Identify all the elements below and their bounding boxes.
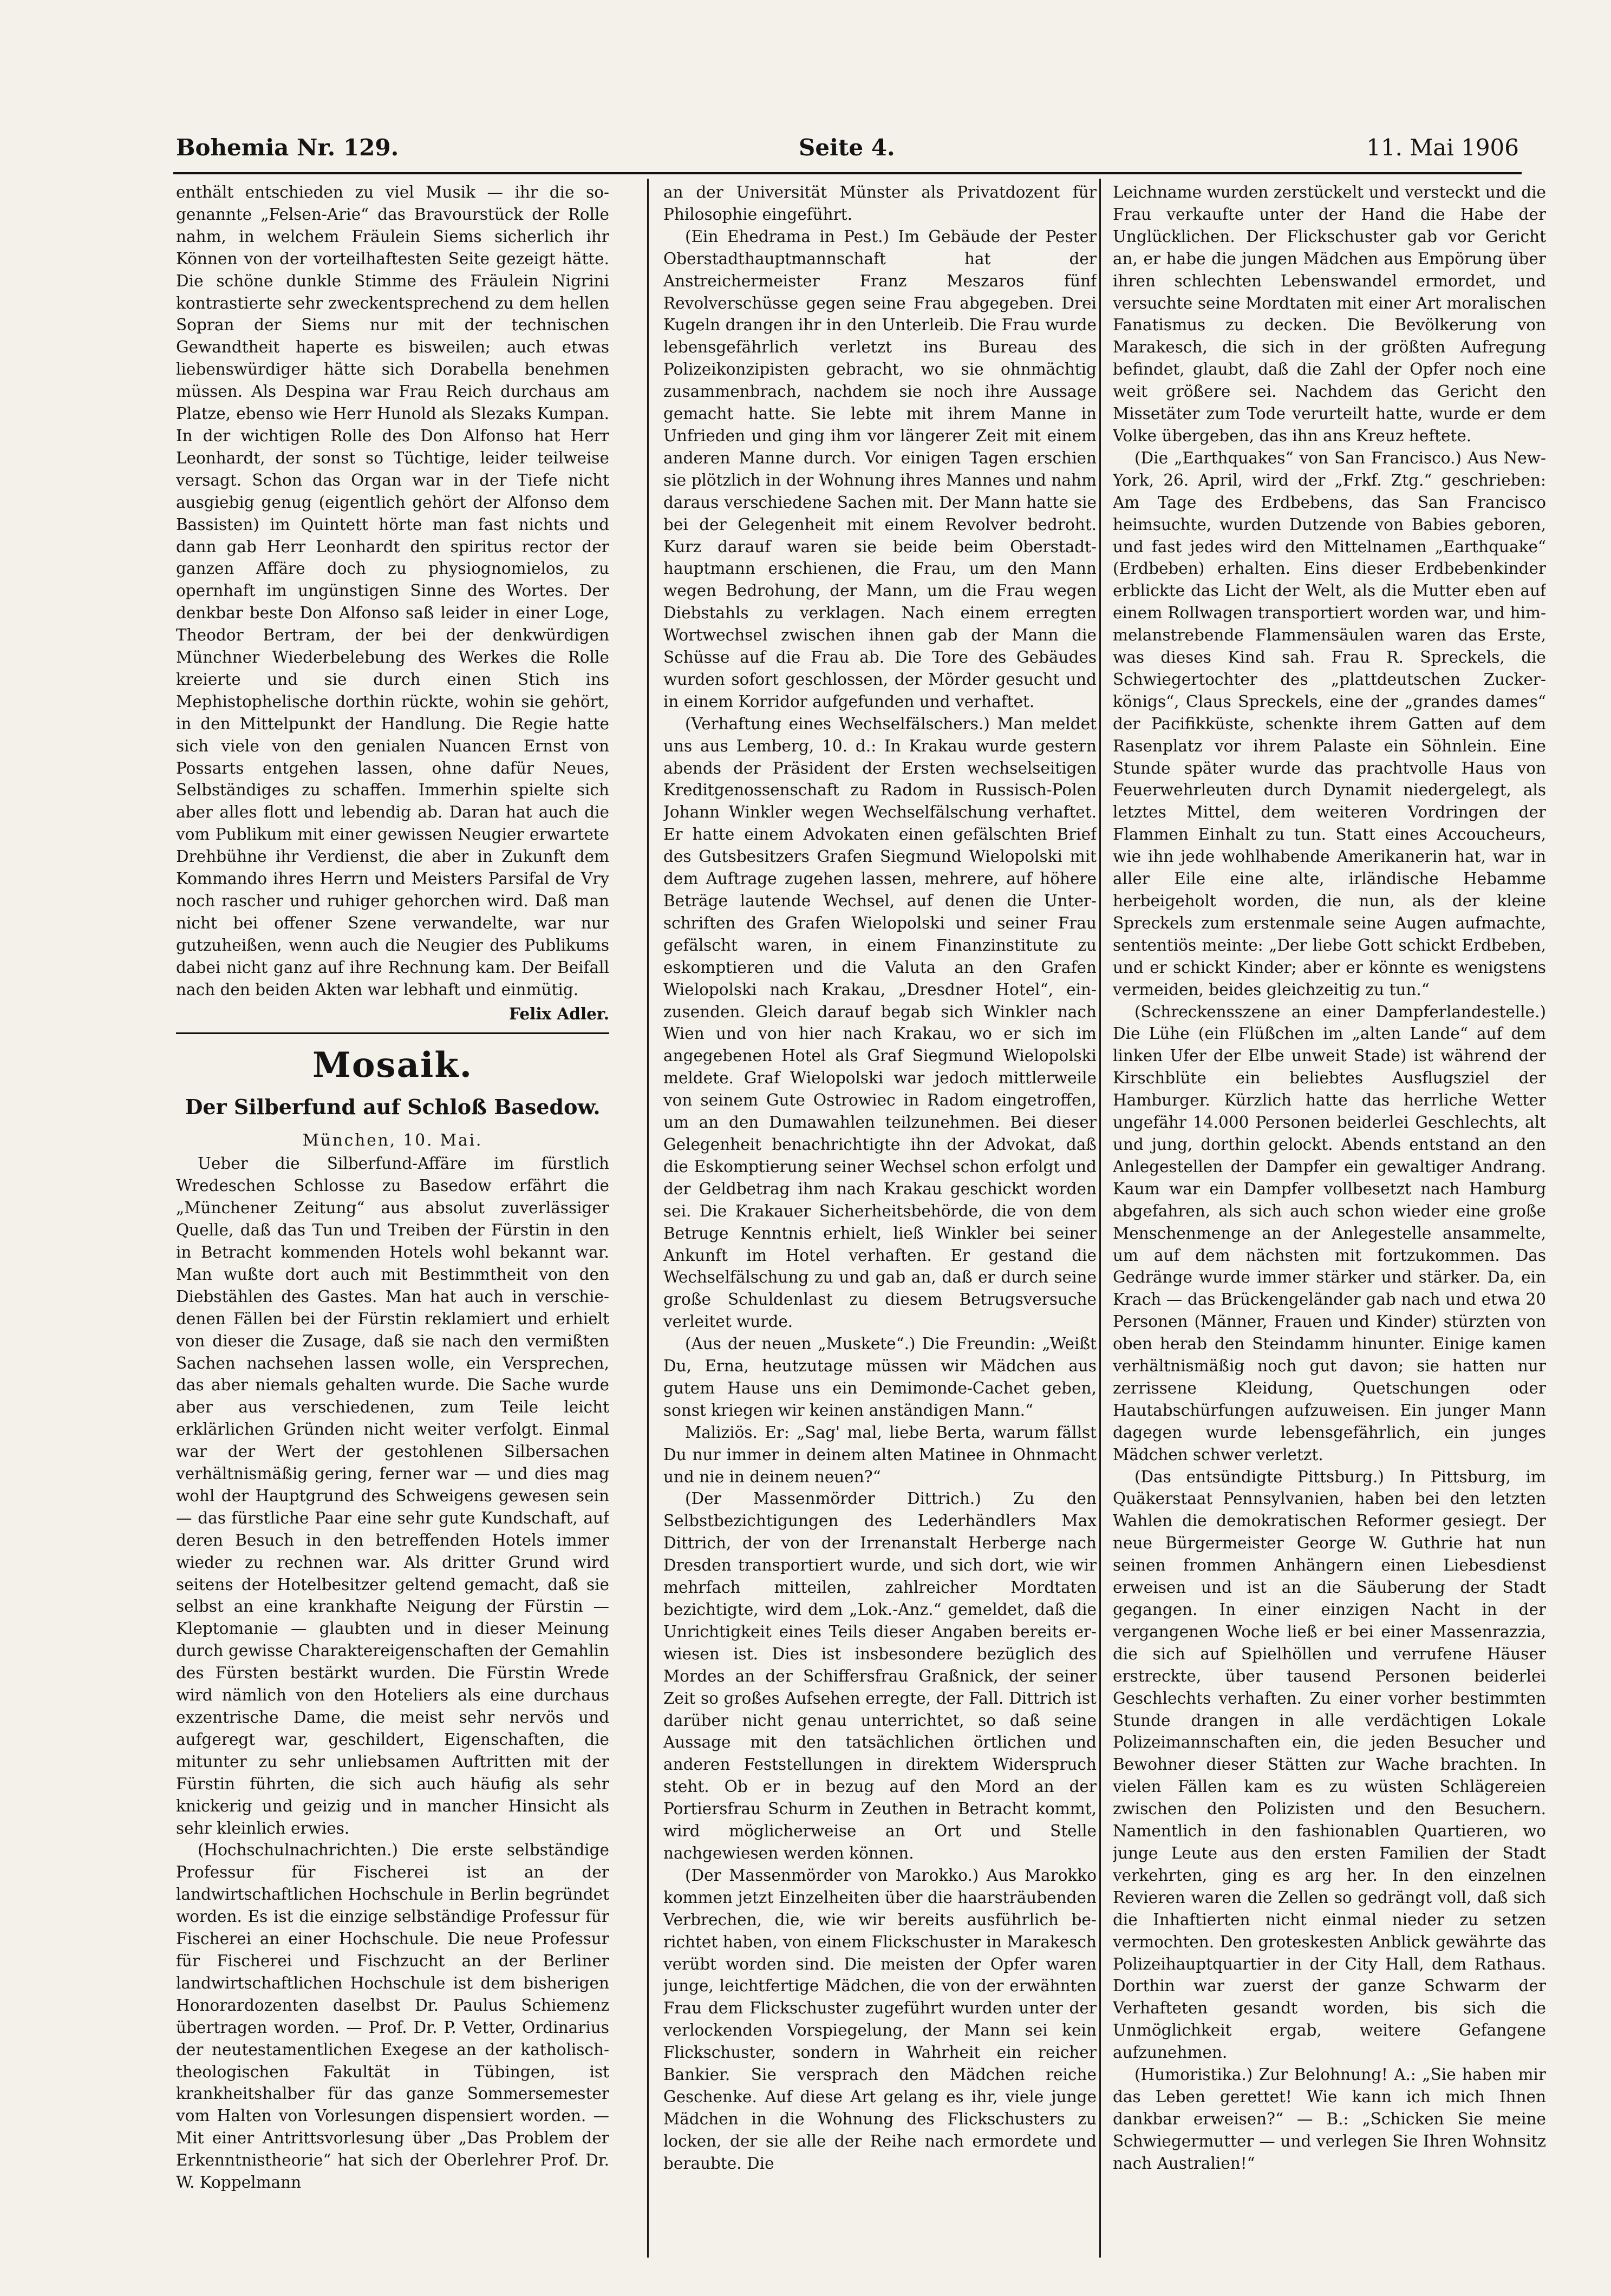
section-rule xyxy=(176,1032,609,1034)
news-item: (Ein Ehedrama in Pest.) Im Gebäude der Pester Oberstadthauptmannschaft hat der Anstreichermeister Franz Meszaros fünf Revolverschüsse gegen seine Frau abgegeben. Drei Kugeln drangen ihr in den Unterleib. Die Frau wurde lebensgefährlich verletzt ins Bureau des Polizeikonzipisten gebracht, wo sie ohnmächtig zusammenbrach, nachdem sie noch ihre Aussage gemacht hatte. Sie lebte mit ihrem Manne in Unfrieden und ging ihm vor längerer Zeit mit einem anderen Manne durch. Vor einigen Tagen erschien sie plötzlich in der Wohnung ihres Mannes und nahm daraus verschiedene Sachen mit. Der Mann hatte sie bei der Gelegenheit mit einem Revolver bedroht. Kurz darauf waren sie beide beim Oberstadthauptmann erschienen, die Frau, um den Mann wegen Bedrohung, der Mann, um die Frau wegen Diebstahls zu verklagen. Nach einem erregten Wortwechsel zwischen ihnen gab der Mann die Schüsse auf die Frau ab. Die Tore des Gebäudes wurden sofort geschlossen, der Mörder gesucht und in einem Korridor aufgefunden und verhaftet. xyxy=(663,227,1097,711)
article-title: Der Silberfund auf Schloß Basedow. xyxy=(185,1095,601,1120)
news-item: (Der Massenmörder Dittrich.) Zu den Selbstbezichtigungen des Lederhändlers Max Dittrich, der von der Irrenanstalt Herberge nach Dresden transportiert wurde, und sich dort, wie wir mehrfach mitteilen, zahlreicher Mordtaten bezichtigte, wird dem „Lok.-Anz.“ gemeldet, daß die Unrichtigkeit eines Teils dieser Angaben bereits erwiesen ist. Dies ist insbesondere bezüglich des Mordes an der Schiffersfrau Graßnick, der seiner Zeit so großes Aufsehen erregte, der Fall. Dittrich ist darüber nicht genau unterrichtet, so daß seine Aussage mit den tatsächlichen örtlichen und anderen Feststellungen in direktem Widerspruch steht. Ob er in bezug auf den Mord an der Portiersfrau Schurm in Zeuthen in Betracht kommt, wird möglicherweise an Ort und Stelle nachgewiesen werden können. xyxy=(663,1489,1097,1862)
news-item: Maliziös. Er: „Sag' mal, liebe Berta, warum fällst Du nur immer in deinem alten Matinee in Ohnmacht und nie in deinem neuen?“ xyxy=(663,1423,1097,1486)
news-item: (Der Massenmörder von Marokko.) Aus Marokko kommen jetzt Einzelheiten über die haarsträubenden Verbrechen, die, wie wir bereits ausführlich berichtet haben, von einem Flickschuster in Marakesch verübt worden sind. Die meisten der Opfer waren junge, leichtfertige Mädchen, die von der erwähnten Frau dem Flickschuster zugeführt wurden unter der verlockenden Vorspiegelung, der Mann sei kein Flickschuster, sondern in Wahrheit ein reicher Bankier. Sie versprach den Mädchen reiche Geschenke. Auf diese Art gelang es ihr, viele junge Mädchen in die Wohnung des Flickschusters zu locken, der sie alle der Reihe nach ermordete und beraubte. Die xyxy=(663,1866,1097,2173)
column-divider xyxy=(647,179,649,2258)
article-dateline: München, 10. Mai. xyxy=(302,1131,483,1150)
column-2 xyxy=(663,181,1097,2255)
news-item: Leichname wurden zerstückelt und versteckt und die Frau verkaufte unter der Hand die Habe der Unglücklichen. Der Flickschuster gab vor Gericht an, er habe die jungen Mädchen aus Empörung über ihren schlechten Lebenswandel ermordet, und versuchte seine Mordtaten mit einer Art moralischen Fanatismus zu decken. Die Bevölkerung von Marakesch, die sich in der größten Aufregung befindet, glaubt, daß die Zahl der Opfer noch eine weit größere sei. Nachdem das Gericht den Missetäter zum Tode verurteilt hatte, wurde er dem Volke übergeben, das ihn ans Kreuz heftete. xyxy=(1113,183,1546,445)
header-title: Bohemia Nr. 129. xyxy=(176,134,399,161)
column-1 xyxy=(176,181,609,2255)
review-signature: Felix Adler. xyxy=(509,1004,609,1023)
page-header xyxy=(176,129,1519,167)
news-item: (Das entsündigte Pittsburg.) In Pittsburg, im Quäkerstaat Pennsylvanien, haben bei den letzten Wahlen die demokratischen Reformer gesiegt. Der neue Bürgermeister George W. Guthrie hat nun seinen frommen Anhängern einen Liebesdienst erweisen und ist an die Säuberung der Stadt gegangen. In einer einzigen Nacht in der vergangenen Woche ließ er bei einer Massenrazzia, die sich auf Spielhöllen und verrufene Häuser erstreckte, über tausend Personen beiderlei Geschlechts verhaften. Zu einer vorher bestimmten Stunde drangen in alle verdächtigen Lokale Polizeimannschaften ein, die jeden Besucher und Bewohner dieser Stätten zur Wache brachten. In vielen Fällen kam es zu wüsten Schlägereien zwischen den Polizisten und den Besuchern. Namentlich in den fashionablen Quartieren, wo junge Leute aus den ersten Familien der Stadt verkehrten, ging es arg her. In den einzelnen Revieren waren die Zellen so gedrängt voll, daß sich die Inhaftierten nicht einmal nieder zu setzen vermochten. Den groteskesten Anblick gewährte das Polizeihauptquartier in der City Hall, dem Rathaus. Dorthin war zuerst der ganze Schwarm der Verhafteten gesandt worden, bis sich die Unmöglichkeit ergab, weitere Gefangene aufzunehmen. xyxy=(1113,1467,1546,2062)
news-item: an der Universität Münster als Privatdozent für Philosophie eingeführt. xyxy=(663,183,1097,224)
section-title: Mosaik. xyxy=(312,1045,473,1086)
header-page-number: Seite 4. xyxy=(799,134,895,161)
column-3 xyxy=(1113,181,1546,2255)
news-item: (Hochschulnachrichten.) Die erste selbständige Professur für Fischerei ist an der landwirtschaftlichen Hochschule in Berlin begründet worden. Es ist die einzige selbständige Professur für Fischerei an einer Hochschule. Die neue Professur für Fischerei und Fischzucht an der Berliner landwirtschaftlichen Hochschule ist dem bisherigen Honorardozenten daselbst Dr. Paulus Schiemenz übertragen worden. — Prof. Dr. P. Vetter, Ordinarius der neutestamentlichen Exegese an der katholisch-theologischen Fakultät in Tübingen, ist krankheitshalber für das ganze Sommersemester vom Halten von Vorlesungen dispensiert worden. — Mit einer Antrittsvorlesung über „Das Problem der Erkenntnistheorie“ hat sich der Oberlehrer Prof. Dr. W. Koppelmann xyxy=(176,1841,609,2192)
news-item: (Aus der neuen „Muskete“.) Die Freundin: „Weißt Du, Erna, heutzutage müssen wir Mädchen aus gutem Hause uns ein Demimonde-Cachet geben, sonst kriegen wir keinen anständigen Mann.“ xyxy=(663,1335,1097,1420)
news-item: (Schreckensszene an einer Dampferlandestelle.) Die Lühe (ein Flüßchen im „alten Lande“ auf dem linken Ufer der Elbe unweit Stade) ist während der Kirschblüte ein beliebtes Ausflugsziel der Hamburger. Kürzlich hatte das herrliche Wetter ungefähr 14.000 Personen beiderlei Geschlechts, alt und jung, dorthin gelockt. Abends entstand an den Anlegestellen der Dampfer ein gewaltiger Andrang. Kaum war ein Dampfer vollbesetzt nach Hamburg abgefahren, als sich auch schon wieder eine große Menschenmenge an der Anlegestelle ansammelte, um auf dem nächsten mit fortzukommen. Das Gedränge wurde immer stärker und stärker. Da, ein Krach — das Brückengeländer gab nach und etwa 20 Personen (Männer, Frauen und Kinder) stürzten von oben herab den Steindamm hinunter. Einige kamen verhältnismäßig noch gut davon; sie hatten nur zerrissene Kleidung, Quetschungen oder Hautabschürfungen aufzuweisen. Ein junger Mann dagegen wurde lebensgefährlich, ein junges Mädchen schwer verletzt. xyxy=(1113,1002,1546,1464)
news-item: (Humoristika.) Zur Belohnung! A.: „Sie haben mir das Leben gerettet! Wie kann ich mich Ihnen dankbar erweisen?“ — B.: „Schicken Sie meine Schwiegermutter — und verlegen Sie Ihren Wohnsitz nach Australien!“ xyxy=(1113,2065,1546,2173)
header-date: 11. Mai 1906 xyxy=(1366,134,1519,161)
news-item: (Die „Earthquakes“ von San Francisco.) Aus New-York, 26. April, wird der „Frkf. Ztg.“ geschrieben: Am Tage des Erdbebens, das San Francisco heimsuchte, wurden Dutzende von Babies geboren, und fast jedes wird den Mittelnamen „Earthquake“ (Erdbeben) erhalten. Eins dieser Erdbebenkinder erblickte das Licht der Welt, als die Mutter eben auf einem Rollwagen transportiert worden war, und himmelanstrebende Flammensäulen waren das Erste, was dieses Kind sah. Frau R. Spreckels, die Schwiegertochter des „plattdeutschen Zuckerkönigs“, Claus Spreckels, eine der „grandes dames“ der Pacifikküste, schenkte ihrem Gatten auf dem Rasenplatz vor ihrem Palaste ein Söhnlein. Eine Stunde später wurde das prachtvolle Haus von Feuerwehrleuten durch Dynamit niedergelegt, als letztes Mittel, dem weiteren Vordringen der Flammen Einhalt zu tun. Statt eines Accoucheurs, wie ihn jede wohlhabende Amerikanerin hat, war in aller Eile eine alte, irländische Hebamme herbeigeholt worden, die nun, als der kleine Spreckels zum erstenmale seine Augen aufmachte, sententiös meinte: „Der liebe Gott schickt Erdbeben, und er schickt Kinder; aber er könnte es wenigstens vermeiden, beides gleichzeitig zu tun.“ xyxy=(1113,448,1546,999)
article-text: Ueber die Silberfund-Affäre im fürstlich Wredeschen Schlosse zu Basedow erfährt die „Münchener Zeitung“ aus absolut zuverlässiger Quelle, daß das Tun und Treiben der Fürstin in den in Betracht kommenden Hotels wohl bekannt war. Man wußte dort auch mit Bestimmtheit von den Diebstählen des Gastes. Man hat auch in verschiedenen Fällen bei der Fürstin reklamiert und erhielt von dieser die Zusage, daß sie nach den vermißten Sachen nachsehen lassen wolle, ein Versprechen, das aber niemals gehalten wurde. Die Sache wurde aber aus verschiedenen, zum Teile leicht erklärlichen Gründen nicht weiter verfolgt. Einmal war der Wert der gestohlenen Silbersachen verhältnismäßig gering, ferner war — und dies mag wohl der Hauptgrund des Schweigens gewesen sein — das fürstliche Paar eine sehr gute Kundschaft, auf deren Besuch in den betreffenden Hotels immer wieder zu rechnen war. Als dritter Grund wird seitens der Hotelbesitzer geltend gemacht, daß sie selbst an eine krankhafte Neigung der Fürstin — Kleptomanie — glaubten und in dieser Meinung durch gewisse Charaktereigenschaften der Gemahlin des Fürsten bestärkt wurden. Die Fürstin Wrede wird nämlich von den Hoteliers als eine durchaus exzentrische Dame, die meist sehr nervös und aufgeregt war, geschildert, Eigenschaften, die mitunter zu sehr unliebsamen Auftritten mit der Fürstin führten, die sich auch häufig als sehr knickerig und geizig und in mancher Hinsicht als sehr kleinlich erwies. xyxy=(176,1154,609,1837)
header-rule xyxy=(173,172,1522,174)
review-text: enthält entschieden zu viel Musik — ihr die sogenannte „Felsen-Arie“ das Bravourstück der Rolle nahm, in welchem Fräulein Siems sicherlich ihr Können von der vorteilhaftesten Seite gezeigt hätte. Die schöne dunkle Stimme des Fräulein Nigrini kontrastierte sehr zweckentsprechend zu dem hellen Sopran der Siems nur mit der technischen Gewandtheit haperte es bisweilen; auch etwas liebenswürdiger hätte sich Dorabella benehmen müssen. Als Despina war Frau Reich durchaus am Platze, ebenso wie Herr Hunold als Slezaks Kumpan. In der wichtigen Rolle des Don Alfonso hat Herr Leonhardt, der sonst so Tüchtige, leider teilweise versagt. Schon das Organ war in der Tiefe nicht ausgiebig genug (eigentlich gehört der Alfonso dem Bassisten) im Quintett hörte man fast nichts und dann gab Herr Leonhardt den spiritus rector der ganzen Affäre doch zu physiognomielos, zu opernhaft im ungünstigen Sinne des Wortes. Der denkbar beste Don Alfonso saß leider in einer Loge, Theodor Bertram, der bei der denkwürdigen Münchner Wiederbelebung des Werkes die Rolle kreierte und sie durch einen Stich ins Mephistophelische dorthin rückte, wohin sie gehört, in den Mittelpunkt der Handlung. Die Regie hatte sich viele von den genialen Nuancen Ernst von Possarts entgehen lassen, ohne dafür Neues, Selbständiges zu schaffen. Immerhin spielte sich aber alles flott und lebendig ab. Daran hat auch die vom Publikum mit einer gewissen Neugier erwartete Drehbühne ihr Verdienst, die aber in Zukunft dem Kommando ihres Herrn und Meisters Parsifal de Vry noch rascher und ruhiger gehorchen wird. Daß man nicht bei offener Szene verwandelte, war nur gutzuheißen, wenn auch die Neugier des Publikums dabei nicht ganz auf ihre Rechnung kam. Der Beifall nach den beiden Akten war lebhaft und einmütig. xyxy=(176,183,609,999)
news-item: (Verhaftung eines Wechselfälschers.) Man meldet uns aus Lemberg, 10. d.: In Krakau wurde gestern abends der Präsident der Ersten wechselseitigen Kreditgenossenschaft zu Radom in Russisch-Polen Johann Winkler wegen Wechselfälschung verhaftet. Er hatte einem Advokaten einen gefälschten Brief des Gutsbesitzers Grafen Siegmund Wielopolski mit dem Auftrage zugehen lassen, mehrere, auf höhere Beträge lautende Wechsel, auf denen die Unterschriften des Grafen Wielopolski und seiner Frau gefälscht waren, in einem Finanzinstitute zu eskomptieren und die Valuta an den Grafen Wielopolski nach Krakau, „Dresdner Hotel“, einzusenden. Gleich darauf begab sich Winkler nach Wien und von hier nach Krakau, wo er sich im angegebenen Hotel als Graf Siegmund Wielopolski meldete. Graf Wielopolski war jedoch mittlerweile von seinem Gute Ostrowiec in Radom eingetroffen, um an den Dumawahlen teilzunehmen. Bei dieser Gelegenheit benachrichtigte ihn der Advokat, daß die Eskomptierung seiner Wechsel schon erfolgt und der Geldbetrag ihm nach Krakau geschickt worden sei. Die Krakauer Sicherheitsbehörde, die von dem Betruge Kenntnis erhielt, ließ Winkler bei seiner Ankunft im Hotel verhaften. Er gestand die Wechselfälschung zu und gab an, daß er durch seine große Schuldenlast zu diesem Betrugsversuche verleitet wurde. xyxy=(663,714,1097,1331)
column-divider xyxy=(1099,179,1101,2258)
